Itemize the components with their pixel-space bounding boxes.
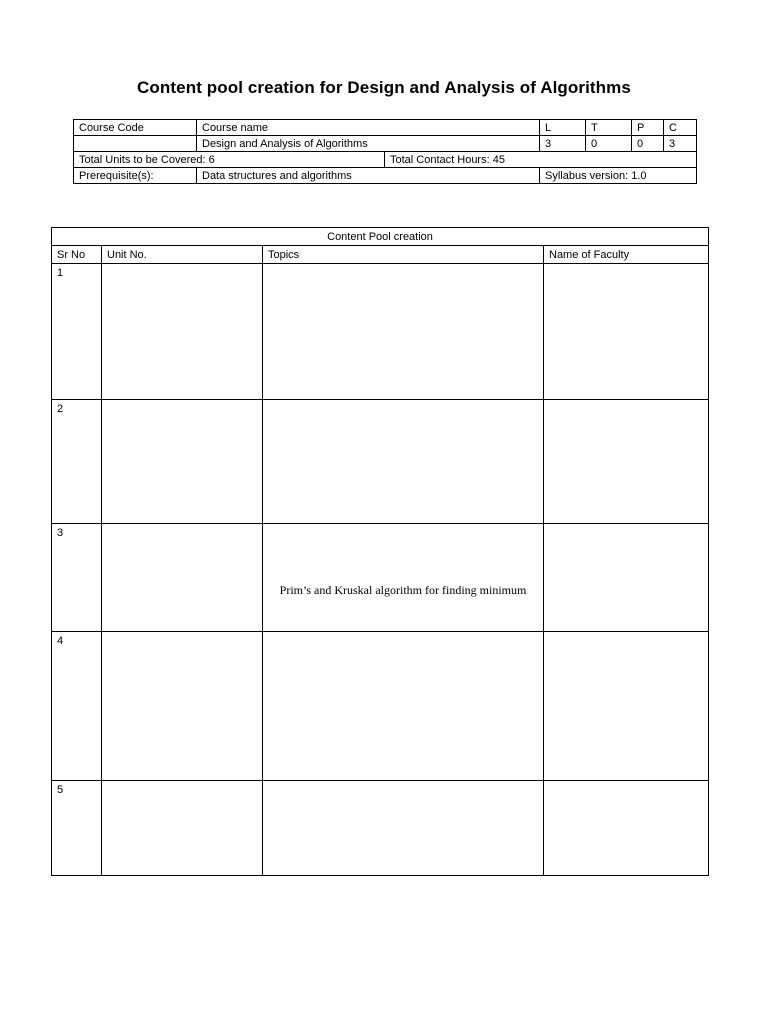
course-name-label: Course name	[197, 120, 540, 136]
total-contact-hours: Total Contact Hours: 45	[385, 152, 697, 168]
sr-no-cell: 4	[52, 632, 102, 781]
course-info-table	[73, 119, 697, 184]
content-pool-table	[51, 227, 709, 876]
course-code-label: Course Code	[74, 120, 197, 136]
course-code-value	[74, 136, 197, 152]
topics-cell	[263, 632, 544, 781]
prerequisite-label: Prerequisite(s):	[74, 168, 197, 184]
unit-no-cell	[102, 632, 263, 781]
column-header-faculty: Name of Faculty	[544, 246, 709, 264]
ltpc-value-c: 3	[664, 136, 697, 152]
ltpc-value-t: 0	[586, 136, 632, 152]
table-row	[52, 781, 709, 876]
ltpc-header-l: L	[540, 120, 586, 136]
ltpc-value-l: 3	[540, 136, 586, 152]
unit-no-cell	[102, 264, 263, 400]
table-row	[52, 400, 709, 524]
course-info-row-prerequisite	[74, 168, 697, 184]
course-name-value: Design and Analysis of Algorithms	[197, 136, 540, 152]
topic-text: Prim’s and Kruskal algorithm for finding minimum	[279, 583, 527, 597]
course-info-row-header	[74, 120, 697, 136]
sr-no-cell: 5	[52, 781, 102, 876]
faculty-cell	[544, 264, 709, 400]
topics-cell	[263, 400, 544, 524]
unit-no-cell	[102, 781, 263, 876]
course-info-row-values	[74, 136, 697, 152]
sr-no-cell: 1	[52, 264, 102, 400]
ltpc-header-p: P	[632, 120, 664, 136]
syllabus-version: Syllabus version: 1.0	[540, 168, 697, 184]
content-pool-column-headers	[52, 246, 709, 264]
faculty-cell	[544, 632, 709, 781]
sr-no-cell: 2	[52, 400, 102, 524]
column-header-sr-no: Sr No	[52, 246, 102, 264]
total-units: Total Units to be Covered: 6	[74, 152, 385, 168]
unit-no-cell	[102, 400, 263, 524]
table-row	[52, 264, 709, 400]
table-row	[52, 524, 709, 632]
ltpc-header-c: C	[664, 120, 697, 136]
content-pool-heading-row	[52, 228, 709, 246]
sr-no-cell: 3	[52, 524, 102, 632]
table-row	[52, 632, 709, 781]
faculty-cell	[544, 781, 709, 876]
course-info-row-units	[74, 152, 697, 168]
topics-cell	[263, 524, 544, 632]
topics-cell	[263, 264, 544, 400]
unit-no-cell	[102, 524, 263, 632]
faculty-cell	[544, 524, 709, 632]
prerequisite-value: Data structures and algorithms	[197, 168, 540, 184]
ltpc-value-p: 0	[632, 136, 664, 152]
faculty-cell	[544, 400, 709, 524]
column-header-topics: Topics	[263, 246, 544, 264]
ltpc-header-t: T	[586, 120, 632, 136]
content-pool-heading: Content Pool creation	[52, 228, 709, 246]
column-header-unit-no: Unit No.	[102, 246, 263, 264]
topics-cell	[263, 781, 544, 876]
document-title: Content pool creation for Design and Analysis of Algorithms	[137, 78, 631, 97]
